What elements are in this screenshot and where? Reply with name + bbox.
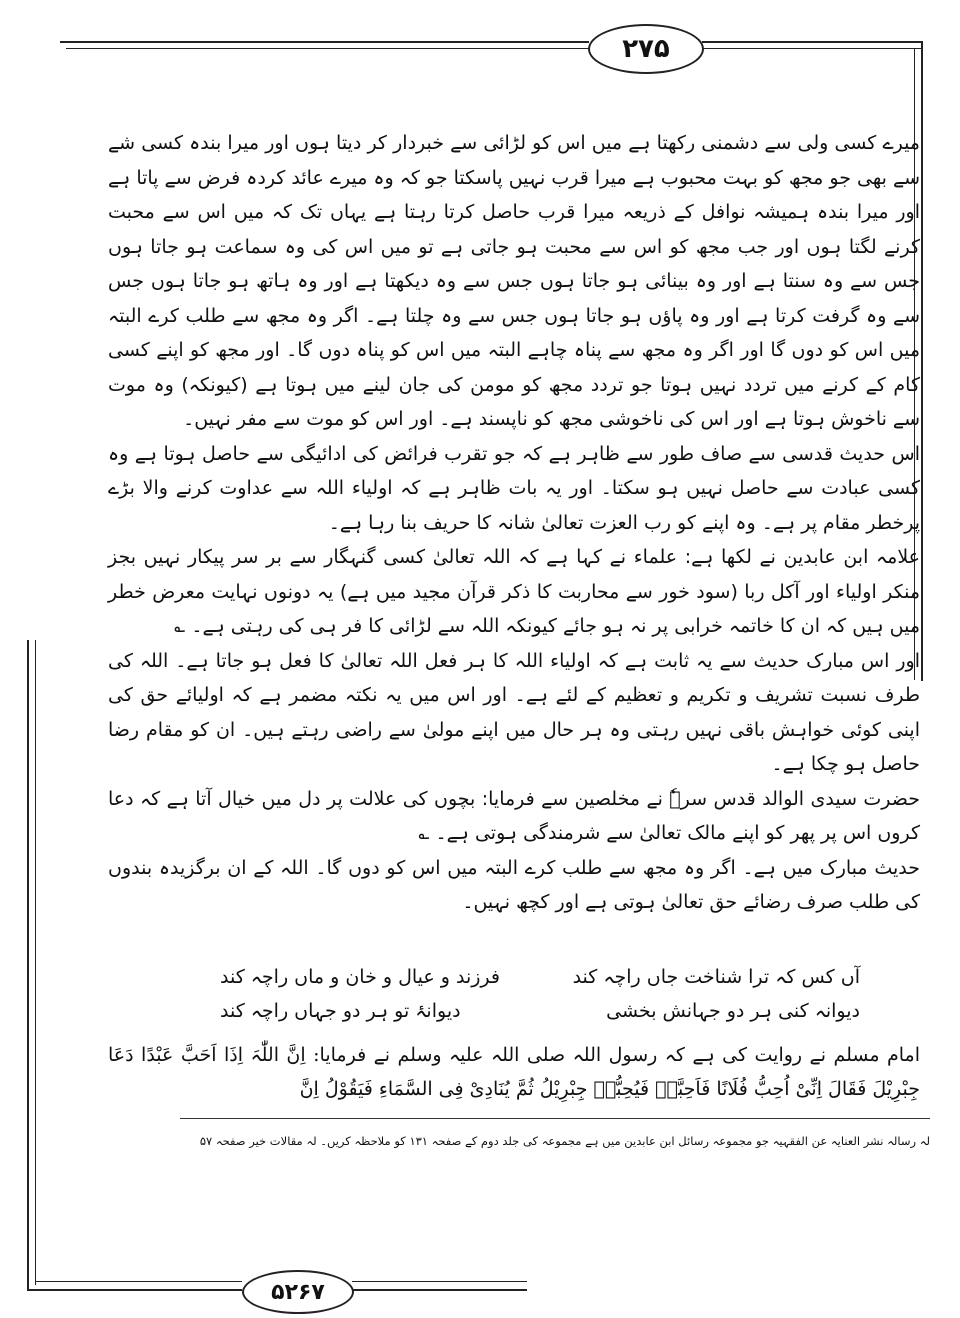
footnote: لہ رسالہ نشر العنایہ عن الفقہیہ جو مجموعہ رسائل ابن عابدین میں ہے مجموعہ کی جلد دوم کے صفحہ ۱۳۱ کو ملاحظہ کریں۔ لہ مقالات خیر صفحہ ۵۷ <box>199 1134 930 1148</box>
frame-border-top <box>60 41 589 43</box>
frame-border-right <box>921 41 923 681</box>
page-number-top: ۲۷۵ <box>588 24 704 74</box>
poem-line <box>220 960 860 994</box>
page-number-bottom: ۵۲۶۷ <box>242 1270 354 1314</box>
poem-line <box>220 994 860 1028</box>
main-text <box>108 126 920 920</box>
frame-border-left-inner <box>35 640 36 1285</box>
poem-hemistich: فرزند و عیال و خان و ماں راچہ کند <box>220 966 500 988</box>
frame-border-top-right-inner <box>702 48 922 49</box>
frame-border-top-right <box>702 41 922 43</box>
paragraph-ibn-abidin: علامہ ابن عابدین نے لکھا ہے: علماء نے کہا ہے کہ اللہ تعالیٰ کسی گنہگار سے بر سر پیکار نہیں بجز منکر اولیاء اور آکل ربا (سود خور سے محاربت کا ذکر قرآن مجید میں ہے) یہ دونوں نہایت معرض خطر میں ہیں کہ ان کا خاتمہ خرابی پر نہ ہو جائے کیونکہ اللہ سے لڑائی کا فر ہی کی رہتی ہے۔ ؎ <box>108 546 920 637</box>
paragraph-awliya: اور اس مبارک حدیث سے یہ ثابت ہے کہ اولیاء اللہ کا ہر فعل اللہ تعالیٰ کا فعل ہو جاتا ہے۔ اللہ کی طرف نسبت تشریف و تکریم و تعظیم کے لئے ہے۔ اور اس میں یہ نکتہ مضمر ہے کہ اولیائے حق کی اپنی کوئی خواہش باقی نہیں رہتی وہ ہر حال میں اپنے مولیٰ سے راضی رہتے ہیں۔ ان کو مقام رضا حاصل ہو چکا ہے۔ <box>108 649 920 775</box>
frame-border-bottom-right <box>352 1289 527 1291</box>
frame-border-left <box>27 640 29 1290</box>
persian-poem <box>220 960 860 1028</box>
frame-border-bottom-right-inner <box>352 1281 527 1282</box>
poem-hemistich: آں کس کہ ترا شناخت جاں راچہ کند <box>572 966 860 988</box>
poem-hemistich: دیوانۂ تو ہر دو جہاں راچہ کند <box>220 1000 461 1022</box>
frame-border-bottom <box>27 1289 242 1291</box>
footnote-divider <box>180 1118 930 1119</box>
paragraph-hazrat: حضرت سیدی الوالد قدس سرہٗ نے مخلصین سے فرمایا: بچوں کی علالت پر دل میں خیال آتا ہے کہ دعا کروں اس پر پھر کو اپنے مالک تعالیٰ سے شرمندگی ہوتی ہے۔ ؎ <box>108 787 920 844</box>
frame-border-top-inner <box>66 48 590 49</box>
paragraph-commentary: اس حدیث قدسی سے صاف طور سے ظاہر ہے کہ جو تقرب فرائض کی ادائیگی سے حاصل ہوتا ہے وہ کسی عبادت سے حاصل نہیں ہو سکتا۔ اور یہ بات ظاہر ہے کہ اولیاء اللہ سے عداوت کرنے والا بڑے پرخطر مقام پر ہے۔ وہ اپنے کو رب العزت تعالیٰ شانہ کا حریف بنا رہا ہے۔ <box>108 442 920 534</box>
paragraph-hadith: میرے کسی ولی سے دشمنی رکھتا ہے میں اس کو لڑائی سے خبردار کر دیتا ہوں اور میرا بندہ کسی شے سے بھی جو مجھ کو بہت محبوب ہے میرا قرب نہیں پاسکتا جو کہ وہ میرے عائد کردہ فرض سے پاتا ہے اور میرا بندہ ہمیشہ نوافل کے ذریعہ میرا قرب حاصل کرتا رہتا ہے یہاں تک کہ میں اس سے محبت کرنے لگتا ہوں اور جب مجھ کو اس سے محبت ہو جاتی ہے تو میں اس کی وہ سماعت ہو جاتا ہوں جس سے وہ سنتا ہے اور وہ بینائی ہو جاتا ہوں جس سے وہ دیکھتا ہے اور وہ ہاتھ ہو جاتا ہوں جس سے وہ گرفت کرتا ہے اور وہ پاؤں ہو جاتا ہوں جس سے وہ چلتا ہے۔ اگر وہ مجھ سے طلب کرے البتہ میں اس کو دوں گا اور اگر وہ مجھ سے پناہ چاہے البتہ میں اس کو پناہ دوں گا۔ اور مجھ کو اپنے کسی کام کے کرنے میں تردد نہیں ہوتا جو تردد مجھ کو مومن کی جان لینے میں ہوتا ہے (کیونکہ) وہ موت سے ناخوش ہوتا ہے اور اس کی ناخوشی مجھ کو ناپسند ہے۔ اور اس کو موت سے مفر نہیں۔ <box>108 132 920 430</box>
closing-paragraph: امام مسلم نے روایت کی ہے کہ رسول اللہ صلی اللہ علیہ وسلم نے فرمایا: اِنَّ اللّٰہَ اِذَا اَحَبَّ عَبْدًا دَعَا جِبْرِیْلَ فَقَالَ اِنِّیْ اُحِبُّ فُلَانًا فَاَحِبَّہٗ فَیُحِبُّہٗ جِبْرِیْلُ ثُمَّ یُنَادِیْ فِی السَّمَاءِ فَیَقُوْلُ اِنَّ <box>108 1044 920 1100</box>
frame-border-bottom-inner <box>35 1281 242 1282</box>
poem-hemistich: دیوانہ کنی ہر دو جہانش بخشی <box>606 1000 860 1022</box>
paragraph-hadith-mubarak: حدیث مبارک میں ہے۔ اگر وہ مجھ سے طلب کرے البتہ میں اس کو دوں گا۔ اللہ کے ان برگزیدہ بندوں کی طلب صرف رضائے حق تعالیٰ ہوتی ہے اور کچھ نہیں۔ <box>108 856 920 913</box>
